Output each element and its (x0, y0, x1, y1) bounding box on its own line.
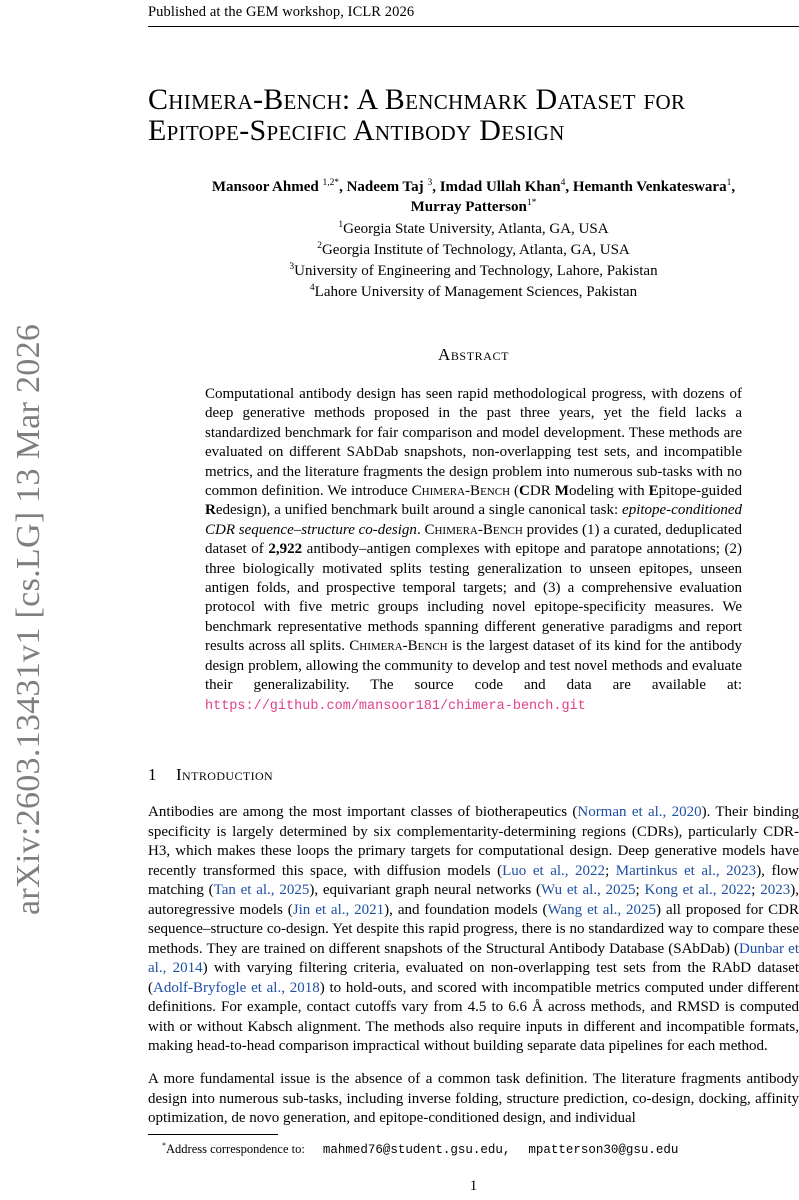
paragraph-text: ) all proposed for CDR sequence–structure co-design. Yet despite this rapid progress, there is no standardized way to compare these methods. They are trained on different snapshots of the Structural Antibody Database (SAbDab) ( (148, 901, 799, 957)
author-name: Murray Patterson (410, 199, 527, 215)
affil-text: Georgia State University, Atlanta, GA, USA (343, 221, 609, 237)
author-name: Nadeem Taj (346, 179, 428, 195)
paragraph-text: ), flow matching ( (148, 862, 799, 898)
footnote-rule (148, 1134, 278, 1135)
author-name: Hemanth Venkateswara (572, 179, 727, 195)
citation-link[interactable]: Wang et al., 2025 (547, 901, 657, 918)
citation-link[interactable]: Wu et al., 2025 (541, 882, 636, 898)
paragraph-text: ), equivariant graph neural networks ( (309, 882, 542, 898)
introduction-paragraph-1 (148, 803, 799, 1057)
affil-mark: 4 (309, 283, 315, 293)
author-affil-mark: 4 (560, 178, 566, 188)
affiliation (148, 240, 799, 261)
author-name: Mansoor Ahmed (211, 179, 323, 195)
author-separator: , (432, 179, 440, 195)
author-affil-mark: 3 (427, 178, 433, 188)
dataset-count: 2,922 (268, 541, 303, 558)
paragraph-text: ) to hold-outs, and scored with incompatible metrics computed under different definitions. For example, contact cutoffs vary from 4.5 to 6.6 Å across methods, and RMSD is computed with or without Kabsch alignment. The methods also require inputs in different and incompatible formats, making head-to-head comparison impractical without building separate data pipelines for each method. (148, 979, 799, 1054)
abstract-text: ( (510, 483, 520, 500)
paragraph-text: ), autoregressive models ( (148, 882, 799, 918)
citation-link[interactable]: 2023 (760, 882, 791, 898)
paragraph-text: ; (635, 882, 645, 898)
abstract-text: pitope-guided (658, 483, 742, 500)
benchmark-name: Chimera-Bench (424, 521, 523, 538)
introduction-paragraph-2: A more fundamental issue is the absence of a common task definition. The literature fragments antibody design into numerous sub-tasks, including inverse folding, structure prediction, co-design, docking, affinity optimization, de novo generation, and epitope-conditioned design, and individual (148, 1071, 799, 1126)
footnote-label: Address correspondence to: (166, 1142, 305, 1157)
abstract-text: Computational antibody design has seen rapid methodological progress, with dozens of deep generative methods proposed in the past three years, yet the field lacks a standardized benchmark for fair comparison and model development. These methods are evaluated on different SAbDab snapshots, non-overlapping test sets, and incompatible metrics, and the literature fragments the design problem into numerous sub-tasks with no common definition. We introduce (205, 386, 742, 500)
author-affil-mark: 1* (526, 198, 537, 208)
affiliation (148, 219, 799, 240)
affil-text: Lahore University of Management Sciences, Pakistan (314, 284, 638, 300)
citation-link[interactable]: Luo et al., 2022 (502, 862, 606, 879)
affiliation (148, 282, 799, 303)
section-title: Introduction (176, 765, 274, 784)
page-number: 1 (469, 1178, 478, 1194)
affil-mark: 2 (317, 241, 322, 251)
author-affil-mark: 1 (726, 178, 732, 188)
abstract-text: provides (1) a curated, deduplicated dataset of (205, 521, 743, 558)
section-heading (148, 765, 799, 785)
author-list (148, 177, 799, 217)
abstract-text: . (416, 521, 425, 538)
citation-link[interactable]: Norman et al., 2020 (577, 804, 702, 820)
abstract-text: is the largest dataset of its kind for the antibody design problem, allowing the community to develop and test novel methods and evaluate their generalizability. The source code and data are available at: (205, 638, 742, 694)
paragraph-text: ; (605, 862, 616, 879)
author-separator: , (565, 179, 573, 195)
acronym-letter: E (648, 483, 659, 500)
author-separator: , (731, 179, 736, 195)
abstract-text: DR (529, 483, 555, 500)
abstract-text: edesign), a unified benchmark built around a single canonical task: (215, 502, 623, 519)
paper-title (148, 84, 798, 146)
affil-mark: 3 (289, 262, 295, 272)
abstract-text: odeling with (568, 483, 649, 500)
task-definition: epitope-conditioned CDR sequence–structure co-design (205, 502, 742, 538)
citation-link[interactable]: Tan et al., 2025 (213, 882, 310, 898)
arxiv-identifier: arXiv:2603.13431v1 [cs.LG] 13 Mar 2026 (10, 323, 47, 915)
paragraph-text: ; (751, 882, 761, 898)
affil-mark: 1 (338, 220, 344, 230)
abstract-body (205, 385, 742, 716)
paragraph-text: ) with varying filtering criteria, evaluated on non-overlapping test sets from the RAbD dataset ( (148, 960, 799, 996)
citation-link[interactable]: Jin et al., 2021 (292, 901, 385, 918)
email-address[interactable]: mahmed76@student.gsu.edu, (322, 1143, 511, 1158)
author-separator: , (339, 179, 347, 195)
benchmark-name: Chimera-Bench (411, 483, 511, 500)
benchmark-name: Chimera-Bench (349, 638, 448, 655)
citation-link[interactable]: Martinkus et al., 2023 (615, 862, 757, 879)
footnote-mark: * (162, 1141, 166, 1150)
acronym-letter: R (205, 502, 216, 519)
affiliation-list (148, 219, 799, 303)
citation-link[interactable]: Dunbar et al., 2014 (148, 940, 799, 976)
affiliation (148, 261, 799, 282)
paragraph-text: ), and foundation models ( (384, 901, 548, 918)
paragraph-text: ). Their binding specificity is largely determined by six complementarity-determining regions (CDRs), particularly CDR-H3, which makes these loops the primary targets for computational design. Deep generative models have recently transformed this space, with diffusion models ( (148, 804, 799, 879)
affil-text: University of Engineering and Technology, Lahore, Pakistan (294, 263, 658, 279)
paragraph-text: Antibodies are among the most important classes of biotherapeutics ( (148, 804, 578, 820)
acronym-letter: M (554, 483, 569, 500)
acronym-letter: C (519, 483, 530, 500)
repository-link[interactable]: https://github.com/mansoor181/chimera-bench.git (205, 698, 586, 714)
author-name: Imdad Ullah Khan (439, 179, 561, 195)
title-line-2: Epitope-Specific Antibody Design (148, 114, 565, 147)
citation-link[interactable]: Kong et al., 2022 (644, 882, 752, 898)
section-number: 1 (148, 765, 157, 784)
footnote (162, 1138, 799, 1158)
title-line-1: Chimera-Bench: A Benchmark Dataset for (148, 83, 686, 116)
abstract-heading: Abstract (437, 345, 510, 364)
author-affil-mark: 1,2* (322, 178, 340, 188)
abstract-text: antibody–antigen complexes with epitope and paratope annotations; (2) three biologically motivated splits testing generalization to unseen epitopes, unseen antigen folds, and prospective temporal targets; and (3) a comprehensive evaluation protocol with five metric groups including novel epitope-specificity measures. We benchmark representative methods spanning different generative paradigms and report results across all splits. (205, 541, 743, 655)
running-header: Published at the GEM workshop, ICLR 2026 (148, 4, 415, 20)
affil-text: Georgia Institute of Technology, Atlanta, GA, USA (321, 242, 630, 258)
email-address[interactable]: mpatterson30@gsu.edu (528, 1143, 679, 1158)
header-rule (148, 26, 799, 27)
citation-link[interactable]: Adolf-Bryfogle et al., 2018 (153, 979, 320, 996)
